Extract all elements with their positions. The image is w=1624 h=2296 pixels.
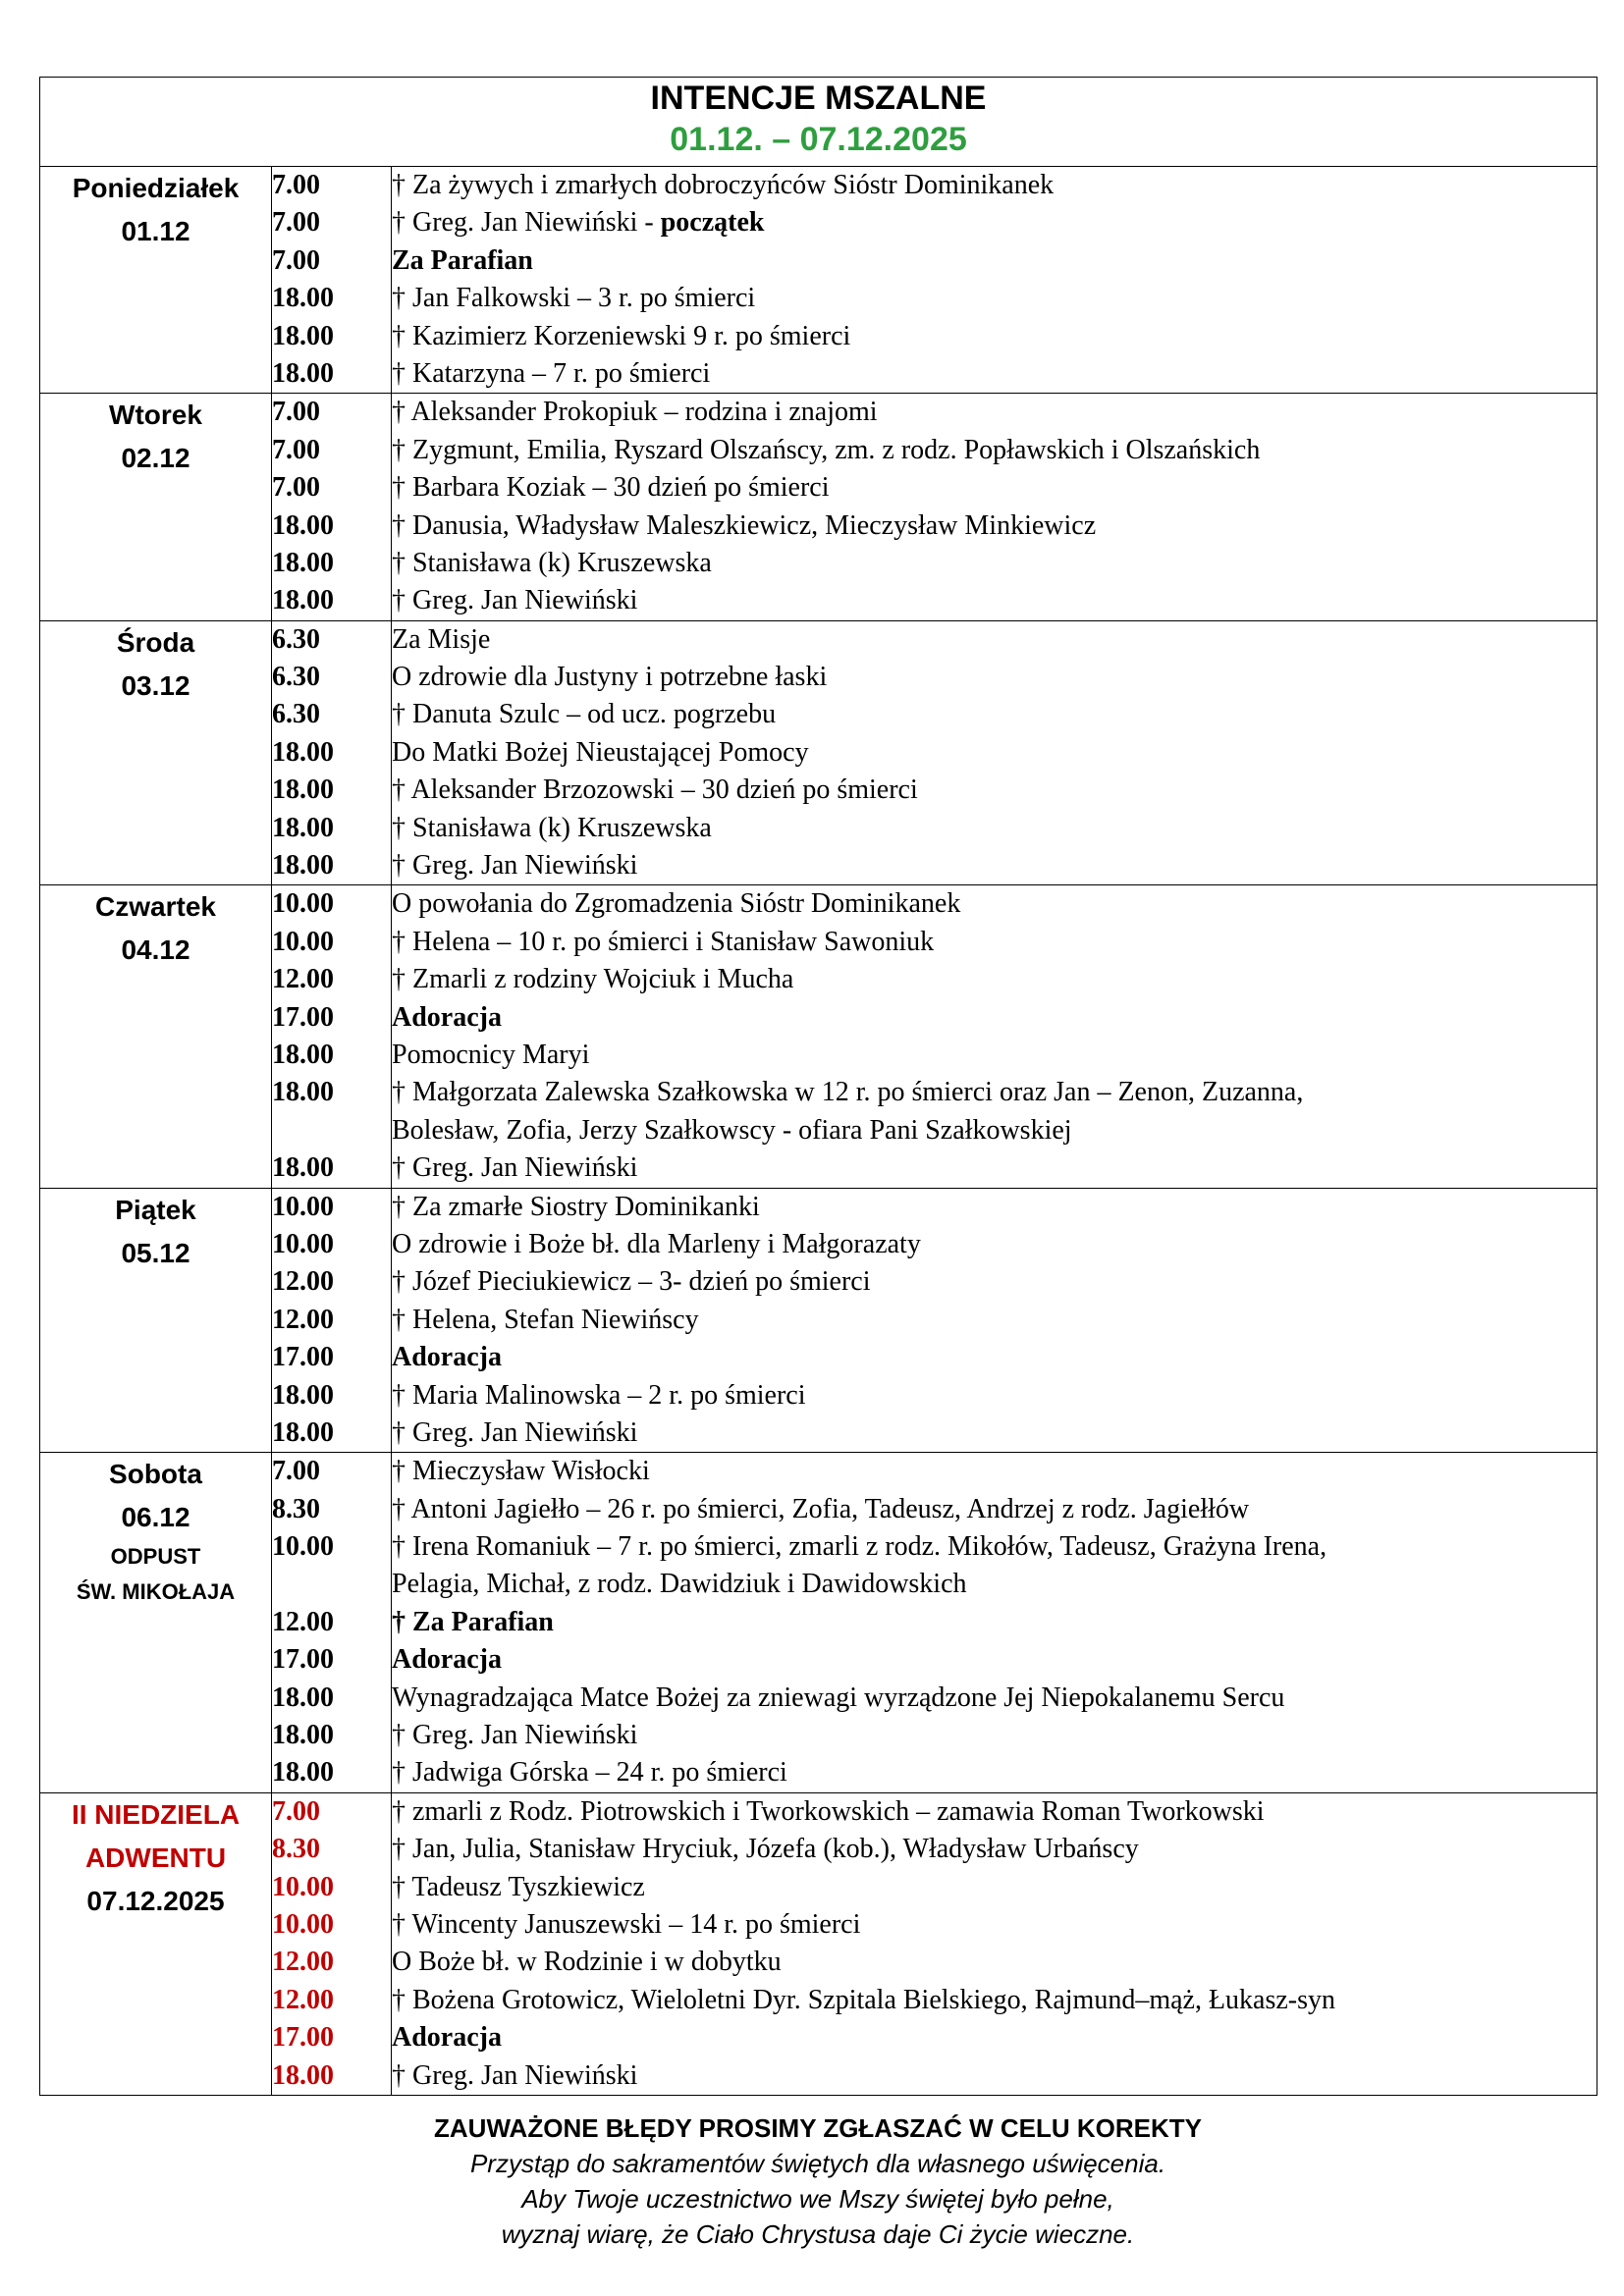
feast-label: ODPUST (110, 1544, 201, 1570)
day-date: 04.12 (121, 934, 190, 966)
intention-text (392, 469, 1597, 507)
day-row (40, 1792, 1597, 2095)
mass-time: 7.00 (272, 1795, 320, 1827)
intention-main: Za Misje (392, 623, 491, 655)
intention-main: † Barbara Koziak – 30 dzień po śmierci (392, 472, 830, 504)
mass-time: 18.00 (272, 2059, 334, 2091)
day-row (40, 1453, 1597, 1793)
intention-text (392, 1226, 1597, 1263)
header-row (40, 78, 1597, 167)
mass-time: 18.00 (272, 1757, 334, 1789)
mass-time: 10.00 (272, 1871, 334, 1902)
intention-text (392, 2057, 1597, 2095)
mass-time: 12.00 (272, 1606, 334, 1637)
day-cell (40, 620, 272, 885)
mass-time: 7.00 (272, 1456, 320, 1487)
times-cell (272, 1188, 392, 1453)
intention-main: O Boże bł. w Rodzinie i w dobytku (392, 1947, 782, 1978)
mass-time: 18.00 (272, 774, 334, 806)
intention-main: † Mieczysław Wisłocki (392, 1456, 650, 1487)
intention-text (392, 1944, 1597, 1981)
mass-time: 7.00 (272, 472, 320, 504)
intention-text (392, 1377, 1597, 1415)
mass-time: 18.00 (272, 547, 334, 578)
day-row (40, 885, 1597, 1188)
day-name: Środa (116, 626, 195, 658)
intention-text (392, 1793, 1597, 1831)
intention-text (392, 1906, 1597, 1944)
intention-main: † Za zmarłe Siostry Dominikanki (392, 1191, 760, 1222)
mass-time: 18.00 (272, 509, 334, 541)
mass-time: 7.00 (272, 397, 320, 428)
intention-text (392, 1982, 1597, 2019)
intention-text (392, 1717, 1597, 1754)
mass-time: 7.00 (272, 434, 320, 465)
intention-text (392, 696, 1597, 733)
times-cell (272, 1792, 392, 2095)
intentions-table (39, 77, 1597, 2096)
intention-main: † Zygmunt, Emilia, Ryszard Olszańscy, zm. z rodz. Popławskich i Olszańskich (392, 434, 1261, 465)
intention-text (392, 734, 1597, 772)
intention-text (392, 242, 1597, 280)
intention-main: † Aleksander Prokopiuk – rodzina i znajomi (392, 397, 878, 428)
intention-main: † Greg. Jan Niewiński - (392, 207, 661, 239)
intention-main: † Greg. Jan Niewiński (392, 1152, 638, 1184)
intention-main: † Danuta Szulc – od ucz. pogrzebu (392, 699, 777, 730)
intention-text (392, 1680, 1597, 1717)
mass-time: 18.00 (272, 812, 334, 843)
intention-main: † Irena Romaniuk – 7 r. po śmierci, zmarli z rodz. Mikołów, Tadeusz, Grażyna Irena, (392, 1531, 1327, 1563)
intention-main: † Greg. Jan Niewiński (392, 1416, 638, 1448)
intention-main: † Greg. Jan Niewiński (392, 850, 638, 881)
intention-main: † Bożena Grotowicz, Wieloletni Dyr. Szpitala Bielskiego, Rajmund–mąż, Łukasz-syn (392, 1984, 1336, 2015)
intentions-cell (392, 167, 1597, 394)
mass-time: 7.00 (272, 170, 320, 200)
footer-quote-line-2: Aby Twoje uczestnictwo we Mszy świętej było pełne, (521, 2184, 1114, 2214)
intention-text (392, 924, 1597, 961)
intention-text (392, 1037, 1597, 1074)
day-name: Czwartek (95, 891, 216, 923)
intention-text (392, 621, 1597, 659)
intention-text (392, 1302, 1597, 1339)
times-cell (272, 394, 392, 620)
intention-main: † Aleksander Brzozowski – 30 dzień po śmierci (392, 774, 918, 806)
intention-text (392, 1339, 1597, 1376)
intention-main: O powołania do Zgromadzenia Sióstr Dominikanek (392, 888, 961, 920)
mass-time: 6.30 (272, 662, 320, 693)
intention-text (392, 1831, 1597, 1868)
intention-text (392, 1491, 1597, 1528)
mass-time: 18.00 (272, 736, 334, 768)
mass-time: 6.30 (272, 699, 320, 730)
day-name: Sobota (109, 1459, 202, 1490)
intention-main: † Józef Pieciukiewicz – 3- dzień po śmierci (392, 1266, 871, 1298)
intention-text (392, 167, 1597, 204)
intentions-cell (392, 1188, 1597, 1453)
mass-time: 17.00 (272, 1644, 334, 1676)
mass-time: 18.00 (272, 585, 334, 616)
intention-text (392, 810, 1597, 847)
mass-time: 18.00 (272, 1379, 334, 1411)
intention-text (392, 1453, 1597, 1490)
intention-text (392, 2019, 1597, 2056)
intention-main: † Greg. Jan Niewiński (392, 585, 638, 616)
intention-main: † Jan, Julia, Stanisław Hryciuk, Józefa (kob.), Władysław Urbańscy (392, 1834, 1139, 1865)
intentions-cell (392, 1453, 1597, 1793)
intention-main: † zmarli z Rodz. Piotrowskich i Tworkowskich – zamawia Roman Tworkowski (392, 1795, 1265, 1827)
day-cell (40, 167, 272, 394)
mass-time: 12.00 (272, 964, 334, 995)
mass-time: 12.00 (272, 1984, 334, 2015)
intention-main: † Stanisława (k) Kruszewska (392, 547, 712, 578)
intention-main: Za Parafian (392, 244, 533, 276)
day-cell (40, 1792, 272, 2095)
mass-time: 10.00 (272, 1191, 334, 1222)
feast-name: ŚW. MIKOŁAJA (76, 1579, 236, 1605)
mass-time: 8.30 (272, 1493, 320, 1524)
mass-time: 18.00 (272, 1077, 334, 1108)
intention-text (392, 280, 1597, 317)
intentions-cell (392, 885, 1597, 1188)
day-row (40, 620, 1597, 885)
intention-text (392, 318, 1597, 355)
intention-bold-suffix: początek (660, 207, 765, 239)
intention-text (392, 355, 1597, 393)
intention-text (392, 1074, 1597, 1111)
footer-quote-line-3: wyznaj wiarę, że Ciało Chrystusa daje Ci życie wieczne. (501, 2219, 1135, 2249)
day-name: Piątek (115, 1194, 196, 1225)
mass-time: 18.00 (272, 283, 334, 314)
times-cell (272, 167, 392, 394)
intention-main: O zdrowie i Boże bł. dla Marleny i Małgorazaty (392, 1228, 921, 1259)
page-title: INTENCJE MSZALNE (650, 80, 987, 117)
day-name: Poniedziałek (72, 173, 240, 203)
intention-main: † Helena, Stefan Niewińscy (392, 1304, 699, 1335)
day-cell (40, 394, 272, 620)
footer-quote-line-1: Przystąp do sakramentów świętych dla własnego uświęcenia. (469, 2149, 1166, 2178)
intention-main: Adoracja (392, 2022, 502, 2054)
day-date: 07.12.2025 (86, 1885, 225, 1916)
intention-main: † Antoni Jagiełło – 26 r. po śmierci, Zofia, Tadeusz, Andrzej z rodz. Jagiełłów (392, 1493, 1250, 1524)
intention-main: † Greg. Jan Niewiński (392, 2059, 638, 2091)
intention-text (392, 1263, 1597, 1301)
mass-time: 17.00 (272, 1001, 334, 1033)
intention-main: Wynagradzająca Matce Bożej za zniewagi wyrządzone Jej Niepokalanemu Sercu (392, 1682, 1285, 1713)
day-name: II NIEDZIELA (71, 1798, 241, 1830)
intention-main: Do Matki Bożej Nieustającej Pomocy (392, 736, 809, 768)
intention-text (392, 545, 1597, 582)
intention-main: † Jadwiga Górska – 24 r. po śmierci (392, 1757, 787, 1789)
mass-time: 17.00 (272, 1342, 334, 1373)
mass-time: 12.00 (272, 1304, 334, 1335)
mass-time: 18.00 (272, 1039, 334, 1070)
mass-time: 18.00 (272, 320, 334, 351)
intention-main: † Jan Falkowski – 3 r. po śmierci (392, 283, 756, 314)
correction-notice: ZAUWAŻONE BŁĘDY PROSIMY ZGŁASZAĆ W CELU KOREKTY (434, 2113, 1202, 2143)
intention-text (392, 961, 1597, 998)
mass-time-spacer (272, 1566, 391, 1603)
intention-text (392, 772, 1597, 809)
mass-time: 7.00 (272, 244, 320, 276)
day-cell (40, 885, 272, 1188)
intention-text (392, 1149, 1597, 1187)
times-cell (272, 1453, 392, 1793)
day-row (40, 167, 1597, 394)
mass-time: 12.00 (272, 1947, 334, 1978)
intention-main: † Za żywych i zmarłych dobroczyńców Sióstr Dominikanek (392, 170, 1055, 200)
intention-text (392, 1415, 1597, 1452)
intention-main: O zdrowie dla Justyny i potrzebne łaski (392, 662, 828, 693)
intention-main: † Helena – 10 r. po śmierci i Stanisław Sawoniuk (392, 926, 935, 957)
mass-time: 6.30 (272, 623, 320, 655)
mass-time: 18.00 (272, 1682, 334, 1713)
mass-time: 17.00 (272, 2022, 334, 2054)
date-range: 01.12. – 07.12.2025 (670, 121, 967, 158)
intention-main: † Tadeusz Tyszkiewicz (392, 1871, 645, 1902)
intention-text (392, 1604, 1597, 1641)
intention-continuation: Bolesław, Zofia, Jerzy Szałkowscy - ofiara Pani Szałkowskiej (392, 1114, 1072, 1146)
times-cell (272, 620, 392, 885)
intention-main: † Maria Malinowska – 2 r. po śmierci (392, 1379, 806, 1411)
intention-main: † Kazimierz Korzeniewski 9 r. po śmierci (392, 320, 851, 351)
intentions-cell (392, 620, 1597, 885)
mass-time: 10.00 (272, 1908, 334, 1940)
intention-text (392, 1528, 1597, 1566)
intention-continuation: Pelagia, Michał, z rodz. Dawidziuk i Dawidowskich (392, 1569, 967, 1600)
intention-text (392, 507, 1597, 545)
intention-main: † Greg. Jan Niewiński (392, 1720, 638, 1751)
day-date: 05.12 (121, 1237, 190, 1268)
intention-main: Adoracja (392, 1001, 502, 1033)
intention-text (392, 204, 1597, 241)
day-cell (40, 1453, 272, 1793)
intention-text (392, 432, 1597, 469)
intention-main: † Danusia, Władysław Maleszkiewicz, Mieczysław Minkiewicz (392, 509, 1097, 541)
intention-main: † Stanisława (k) Kruszewska (392, 812, 712, 843)
intentions-cell (392, 394, 1597, 620)
intention-main: † Wincenty Januszewski – 14 r. po śmierci (392, 1908, 861, 1940)
header-cell (40, 78, 1597, 167)
intention-text (392, 999, 1597, 1037)
intentions-cell (392, 1792, 1597, 2095)
intention-main: † Za Parafian (392, 1606, 554, 1637)
day-name: Wtorek (109, 400, 202, 431)
mass-time: 10.00 (272, 888, 334, 920)
intention-text (392, 394, 1597, 431)
day-cell (40, 1188, 272, 1453)
day-row (40, 1188, 1597, 1453)
intention-main: Adoracja (392, 1644, 502, 1676)
mass-time-spacer (272, 1112, 391, 1149)
intention-main: † Zmarli z rodziny Wojciuk i Mucha (392, 964, 794, 995)
day-name-line-2: ADWENTU (84, 1842, 227, 1873)
intention-main: † Małgorzata Zalewska Szałkowska w 12 r. po śmierci oraz Jan – Zenon, Zuzanna, (392, 1077, 1304, 1108)
intention-main: Adoracja (392, 1342, 502, 1373)
footer (39, 2110, 1597, 2252)
intention-main: Pomocnicy Maryi (392, 1039, 590, 1070)
intention-text (392, 582, 1597, 619)
day-row (40, 394, 1597, 620)
mass-time: 18.00 (272, 850, 334, 881)
day-date: 01.12 (121, 216, 190, 246)
mass-time: 10.00 (272, 1531, 334, 1563)
day-date: 06.12 (121, 1502, 190, 1533)
day-date: 03.12 (121, 669, 190, 701)
intention-text (392, 1869, 1597, 1906)
mass-time: 18.00 (272, 1416, 334, 1448)
intention-text (392, 1754, 1597, 1791)
intention-main: † Katarzyna – 7 r. po śmierci (392, 357, 711, 389)
day-date: 02.12 (121, 443, 190, 474)
intention-text (392, 1189, 1597, 1226)
times-cell (272, 885, 392, 1188)
mass-time: 12.00 (272, 1266, 334, 1298)
mass-time: 7.00 (272, 207, 320, 239)
intention-text (392, 885, 1597, 923)
mass-time: 18.00 (272, 1152, 334, 1184)
intention-text (392, 659, 1597, 696)
mass-time: 10.00 (272, 1228, 334, 1259)
mass-time: 18.00 (272, 357, 334, 389)
mass-time: 8.30 (272, 1834, 320, 1865)
mass-time: 10.00 (272, 926, 334, 957)
intention-text (392, 847, 1597, 884)
intention-text (392, 1641, 1597, 1679)
mass-time: 18.00 (272, 1720, 334, 1751)
